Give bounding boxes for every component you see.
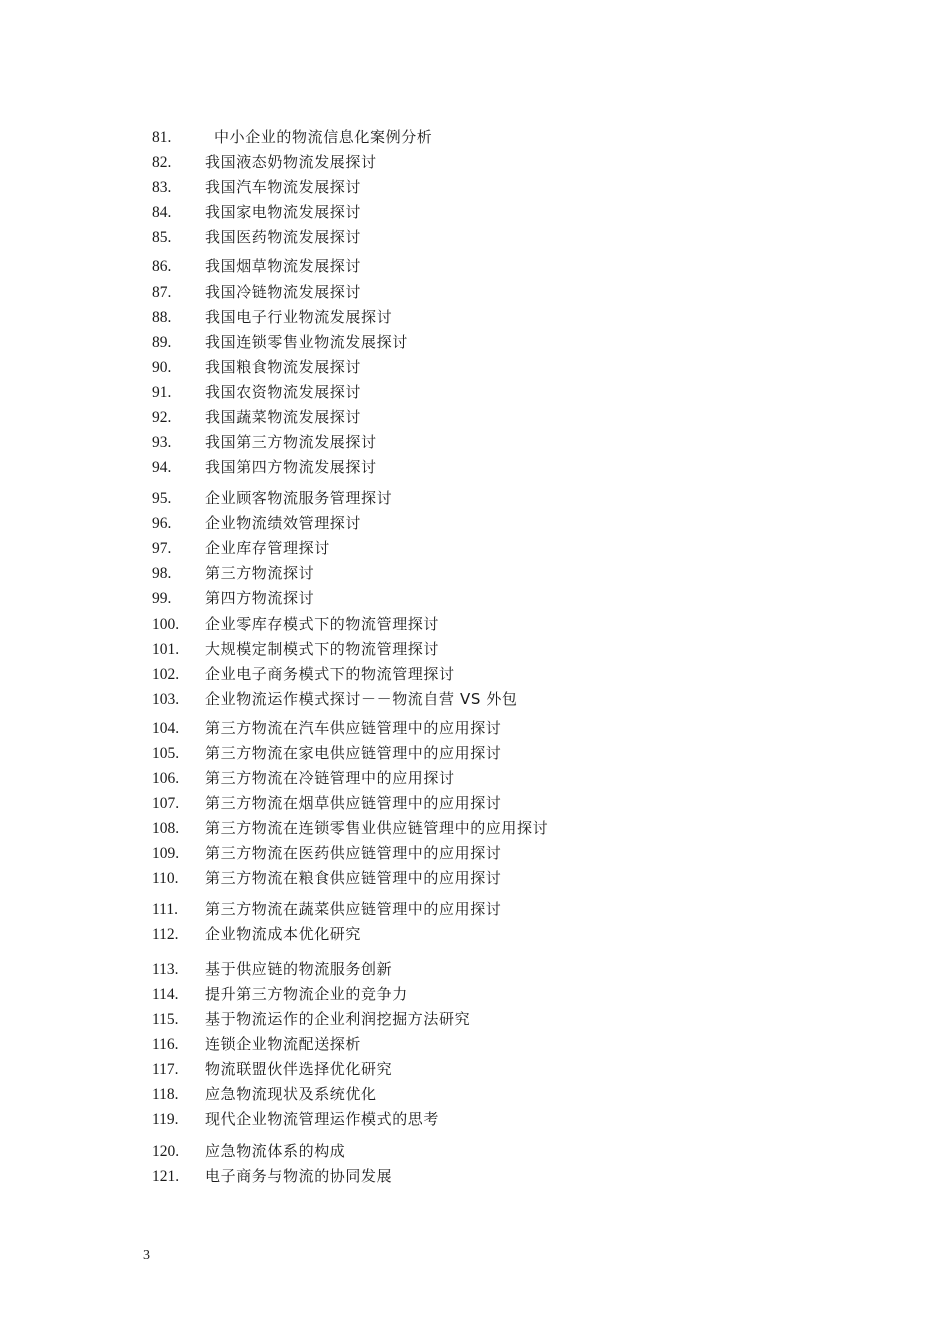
topic-title: 第三方物流在冷链管理中的应用探讨 — [205, 769, 455, 787]
topic-item — [152, 1108, 439, 1130]
topic-title: 企业物流成本优化研究 — [205, 925, 362, 943]
topic-item — [152, 958, 392, 980]
topic-number: 111. — [152, 901, 178, 918]
topic-number: 105. — [152, 745, 180, 762]
topic-item — [152, 1033, 361, 1055]
topic-item — [152, 842, 501, 864]
topic-title: 企业物流绩效管理探讨 — [205, 514, 362, 532]
topic-item — [152, 431, 377, 453]
topic-number: 120. — [152, 1143, 180, 1160]
topic-item — [152, 331, 408, 353]
topic-number: 93. — [152, 434, 172, 451]
topic-item — [152, 126, 432, 148]
topic-number: 102. — [152, 666, 180, 683]
topic-title: 基于物流运作的企业利润挖掘方法研究 — [205, 1010, 471, 1028]
topic-title: 我国汽车物流发展探讨 — [205, 178, 362, 196]
topic-number: 107. — [152, 795, 180, 812]
topic-item — [152, 1140, 345, 1162]
topic-title: 我国电子行业物流发展探讨 — [205, 308, 393, 326]
topic-title: 第三方物流在粮食供应链管理中的应用探讨 — [205, 869, 502, 887]
topic-title: 第三方物流在烟草供应链管理中的应用探讨 — [205, 794, 502, 812]
topic-item — [152, 306, 392, 328]
topic-item — [152, 688, 518, 710]
topic-title: 提升第三方物流企业的竞争力 — [205, 985, 408, 1003]
topic-item — [152, 487, 392, 509]
topic-item — [152, 767, 455, 789]
topic-title: 我国冷链物流发展探讨 — [205, 283, 362, 301]
topic-item — [152, 638, 439, 660]
topic-item — [152, 587, 314, 609]
topic-title: 第四方物流探讨 — [205, 589, 315, 607]
topic-item — [152, 537, 330, 559]
topic-item — [152, 176, 361, 198]
topic-title: 第三方物流在家电供应链管理中的应用探讨 — [205, 744, 502, 762]
topic-title: 应急物流现状及系统优化 — [205, 1085, 377, 1103]
topic-title: 企业电子商务模式下的物流管理探讨 — [205, 665, 455, 683]
topic-item — [152, 562, 314, 584]
topic-number: 85. — [152, 229, 172, 246]
topic-number: 88. — [152, 309, 172, 326]
topic-item — [152, 983, 408, 1005]
topic-number: 109. — [152, 845, 180, 862]
topic-item — [152, 923, 361, 945]
topic-number: 89. — [152, 334, 172, 351]
topic-item — [152, 356, 361, 378]
topic-number: 92. — [152, 409, 172, 426]
topic-title: 第三方物流在蔬菜供应链管理中的应用探讨 — [205, 900, 502, 918]
topic-title: 现代企业物流管理运作模式的思考 — [205, 1110, 440, 1128]
topic-item — [152, 281, 361, 303]
topic-item — [152, 456, 377, 478]
topic-title: 企业零库存模式下的物流管理探讨 — [205, 615, 440, 633]
topic-title: 大规模定制模式下的物流管理探讨 — [205, 640, 440, 658]
topic-item — [152, 1058, 392, 1080]
topic-number: 106. — [152, 770, 180, 787]
topic-number: 112. — [152, 926, 179, 943]
topic-title: 我国烟草物流发展探讨 — [205, 257, 362, 275]
topic-title: 电子商务与物流的协同发展 — [205, 1167, 393, 1185]
topic-number: 96. — [152, 515, 172, 532]
topic-title: 我国农资物流发展探讨 — [205, 383, 362, 401]
topic-title: 中小企业的物流信息化案例分析 — [214, 128, 433, 146]
topic-title: 我国家电物流发展探讨 — [205, 203, 362, 221]
topic-number: 108. — [152, 820, 180, 837]
topic-number: 98. — [152, 565, 172, 582]
topic-title: 我国连锁零售业物流发展探讨 — [205, 333, 408, 351]
topic-number: 91. — [152, 384, 172, 401]
topic-title: 企业物流运作模式探讨－－物流自营 VS 外包 — [205, 690, 518, 708]
topic-item — [152, 717, 501, 739]
topic-number: 90. — [152, 359, 172, 376]
topic-number: 101. — [152, 641, 180, 658]
topic-number: 110. — [152, 870, 179, 887]
topic-title: 企业库存管理探讨 — [205, 539, 330, 557]
topic-item — [152, 898, 501, 920]
topic-item — [152, 663, 455, 685]
topic-title: 我国医药物流发展探讨 — [205, 228, 362, 246]
topic-title: 第三方物流在连锁零售业供应链管理中的应用探讨 — [205, 819, 549, 837]
topic-number: 104. — [152, 720, 180, 737]
topic-item — [152, 151, 377, 173]
topic-title: 第三方物流探讨 — [205, 564, 315, 582]
topic-number: 83. — [152, 179, 172, 196]
topic-item — [152, 1083, 377, 1105]
topic-item — [152, 613, 439, 635]
topic-title: 企业顾客物流服务管理探讨 — [205, 489, 393, 507]
topic-number: 100. — [152, 616, 180, 633]
topic-title: 应急物流体系的构成 — [205, 1142, 346, 1160]
topic-item — [152, 381, 361, 403]
topic-item — [152, 792, 501, 814]
topic-number: 84. — [152, 204, 172, 221]
topic-item — [152, 512, 361, 534]
topic-item — [152, 1165, 392, 1187]
topic-number: 81. — [152, 129, 172, 146]
topic-item — [152, 742, 501, 764]
topic-item — [152, 226, 361, 248]
topic-title: 我国第三方物流发展探讨 — [205, 433, 377, 451]
topic-number: 115. — [152, 1011, 179, 1028]
topic-number: 121. — [152, 1168, 180, 1185]
topic-item — [152, 1008, 470, 1030]
topic-title: 我国蔬菜物流发展探讨 — [205, 408, 362, 426]
topic-item — [152, 867, 501, 889]
topic-number: 94. — [152, 459, 172, 476]
topic-number: 97. — [152, 540, 172, 557]
topic-title: 我国液态奶物流发展探讨 — [205, 153, 377, 171]
topic-number: 95. — [152, 490, 172, 507]
topic-number: 118. — [152, 1086, 179, 1103]
topic-title: 我国第四方物流发展探讨 — [205, 458, 377, 476]
topic-number: 82. — [152, 154, 172, 171]
topic-title: 连锁企业物流配送探析 — [205, 1035, 362, 1053]
topic-title: 第三方物流在医药供应链管理中的应用探讨 — [205, 844, 502, 862]
page-number: 3 — [143, 1248, 150, 1263]
topic-title: 我国粮食物流发展探讨 — [205, 358, 362, 376]
topic-number: 116. — [152, 1036, 179, 1053]
topic-item — [152, 817, 548, 839]
topic-number: 114. — [152, 986, 179, 1003]
topic-item — [152, 406, 361, 428]
topic-item — [152, 255, 361, 277]
topic-title: 物流联盟伙伴选择优化研究 — [205, 1060, 393, 1078]
topic-number: 113. — [152, 961, 179, 978]
topic-number: 117. — [152, 1061, 179, 1078]
topic-title: 基于供应链的物流服务创新 — [205, 960, 393, 978]
topic-number: 119. — [152, 1111, 179, 1128]
topic-number: 99. — [152, 590, 172, 607]
topic-number: 103. — [152, 691, 180, 708]
topic-title: 第三方物流在汽车供应链管理中的应用探讨 — [205, 719, 502, 737]
topic-number: 87. — [152, 284, 172, 301]
topic-item — [152, 201, 361, 223]
topic-number: 86. — [152, 258, 172, 275]
